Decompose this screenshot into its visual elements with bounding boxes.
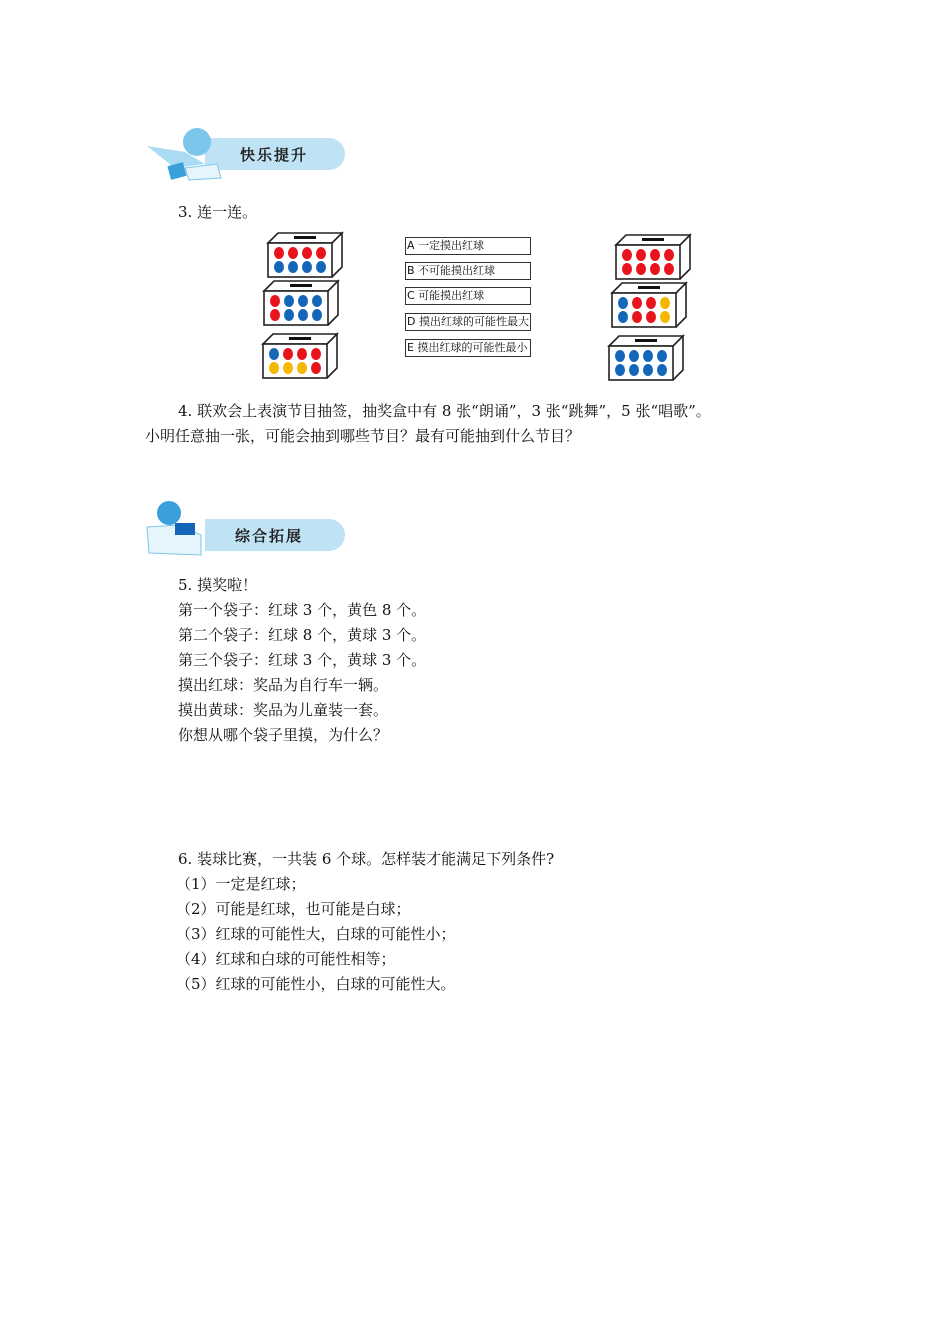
blue-ball	[618, 297, 628, 309]
yellow-ball	[297, 362, 307, 374]
red-ball	[270, 295, 280, 307]
yellow-ball	[660, 311, 670, 323]
blue-ball	[284, 295, 294, 307]
blue-ball	[618, 311, 628, 323]
q4-line1: 4. 联欢会上表演节目抽签，抽奖盒中有 8 张“朗诵”，3 张“跳舞”，5 张“唱歌”。	[178, 402, 711, 420]
red-ball	[632, 311, 642, 323]
red-ball	[311, 362, 321, 374]
red-ball	[646, 311, 656, 323]
red-ball	[283, 348, 293, 360]
blue-ball	[643, 350, 653, 362]
red-ball	[632, 297, 642, 309]
q6-line: （4）红球和白球的可能性相等；	[176, 950, 396, 968]
red-ball	[297, 348, 307, 360]
red-ball	[664, 249, 674, 261]
blue-ball	[312, 295, 322, 307]
boy-reading-icon	[145, 497, 225, 559]
q6-line: （5）红球的可能性小，白球的可能性大。	[176, 975, 456, 993]
option-b[interactable]: B 不可能摸出红球	[405, 262, 531, 280]
red-ball	[636, 249, 646, 261]
red-ball	[302, 247, 312, 259]
red-ball	[650, 249, 660, 261]
q6-line: （2）可能是红球，也可能是白球；	[176, 900, 411, 918]
right-ball-box[interactable]	[614, 233, 694, 281]
q5-line: 第一个袋子：红球 3 个，黄色 8 个。	[178, 601, 427, 619]
blue-ball	[312, 309, 322, 321]
section-banner-happy-improve	[145, 124, 345, 172]
left-ball-box[interactable]	[262, 279, 342, 327]
q5-line: 摸出黄球：奖品为儿童装一套。	[178, 701, 389, 719]
q3-text: 3. 连一连。	[178, 203, 258, 221]
q6-line: （1）一定是红球；	[176, 875, 306, 893]
blue-ball	[284, 309, 294, 321]
girl-reading-icon	[145, 124, 225, 182]
option-a[interactable]: A 一定摸出红球	[405, 237, 531, 255]
section-title: 综合拓展	[235, 527, 304, 545]
blue-ball	[615, 364, 625, 376]
left-ball-box[interactable]	[266, 231, 346, 279]
blue-ball	[615, 350, 625, 362]
option-e[interactable]: E 摸出红球的可能性最小	[405, 339, 531, 357]
q4-line2: 小明任意抽一张，可能会抽到哪些节目？最有可能抽到什么节目？	[145, 427, 581, 445]
left-ball-box[interactable]	[261, 332, 341, 380]
blue-ball	[288, 261, 298, 273]
blue-ball	[629, 350, 639, 362]
right-ball-box[interactable]	[610, 281, 690, 329]
q5-line: 第三个袋子：红球 3 个，黄球 3 个。	[178, 651, 427, 669]
q5-line: 第二个袋子：红球 8 个，黄球 3 个。	[178, 626, 427, 644]
q5-line: 摸出红球：奖品为自行车一辆。	[178, 676, 389, 694]
blue-ball	[629, 364, 639, 376]
right-ball-box[interactable]	[607, 334, 687, 382]
q6-line: 6. 装球比赛，一共装 6 个球。怎样装才能满足下列条件?	[178, 850, 555, 868]
yellow-ball	[269, 362, 279, 374]
red-ball	[311, 348, 321, 360]
blue-ball	[657, 364, 667, 376]
blue-ball	[302, 261, 312, 273]
blue-ball	[657, 350, 667, 362]
red-ball	[636, 263, 646, 275]
red-ball	[650, 263, 660, 275]
red-ball	[316, 247, 326, 259]
red-ball	[270, 309, 280, 321]
yellow-ball	[660, 297, 670, 309]
blue-ball	[316, 261, 326, 273]
q5-line: 5. 摸奖啦！	[178, 576, 258, 594]
red-ball	[622, 263, 632, 275]
red-ball	[288, 247, 298, 259]
q6-line: （3）红球的可能性大，白球的可能性小；	[176, 925, 456, 943]
yellow-ball	[283, 362, 293, 374]
blue-ball	[269, 348, 279, 360]
option-d[interactable]: D 摸出红球的可能性最大	[405, 313, 531, 331]
blue-ball	[274, 261, 284, 273]
red-ball	[646, 297, 656, 309]
red-ball	[274, 247, 284, 259]
q5-line: 你想从哪个袋子里摸，为什么？	[178, 726, 389, 744]
section-title: 快乐提升	[240, 146, 309, 164]
option-c[interactable]: C 可能摸出红球	[405, 287, 531, 305]
section-banner-comprehensive	[145, 505, 345, 553]
red-ball	[622, 249, 632, 261]
blue-ball	[298, 295, 308, 307]
blue-ball	[298, 309, 308, 321]
blue-ball	[643, 364, 653, 376]
red-ball	[664, 263, 674, 275]
